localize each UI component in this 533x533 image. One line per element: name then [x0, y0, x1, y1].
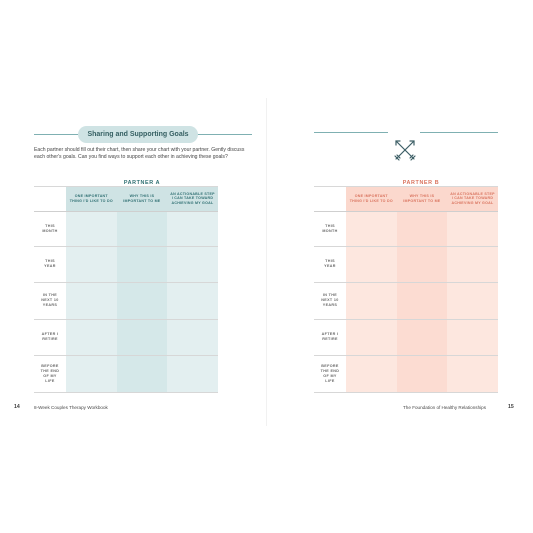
partner-a-table — [34, 186, 218, 392]
footer-right: The Foundation of Healthy Relationships — [403, 405, 486, 410]
left_page-row-label-1: THIS YEAR — [44, 259, 56, 268]
left_page-header-rule — [34, 211, 218, 212]
right_page-row-label-2: IN THE NEXT 10 YEARS — [321, 293, 339, 307]
section-title-text: Sharing and Supporting Goals — [87, 131, 189, 138]
right_page-column-2 — [447, 186, 498, 392]
right_page-row-label-3: AFTER I RETIRE — [321, 332, 339, 341]
right_page-row-label-1: THIS YEAR — [324, 259, 336, 268]
left_page-top-rule — [34, 186, 218, 187]
left_page-row-rule-0 — [34, 246, 218, 247]
left_page-column-2 — [167, 186, 218, 392]
right-top-rule-b — [420, 132, 498, 133]
left_page-row-rule-3 — [34, 355, 218, 356]
right_page-row-label-4: BEFORE THE END OF MY LIFE — [320, 363, 340, 383]
right_page-column-0 — [346, 186, 397, 392]
left_page-row-label-0: THIS MONTH — [42, 223, 58, 233]
right_page-row-label-0: THIS MONTH — [322, 223, 338, 233]
left_page-column-header-2: AN ACTIONABLE STEP I CAN TAKE TOWARD ACHIEVING MY GOAL — [170, 191, 215, 205]
right_page-column-1 — [397, 186, 448, 392]
left_page-row-label-2: IN THE NEXT 10 YEARS — [41, 293, 59, 307]
left_page-row-rule-4 — [34, 392, 218, 393]
book-spine — [266, 98, 267, 426]
footer-left: 8-Week Couples Therapy Workbook — [34, 405, 108, 410]
partner-b-table — [314, 186, 498, 392]
left_page-column-1 — [117, 186, 168, 392]
right_page-column-header-1: WHY THIS IS IMPORTANT TO ME — [403, 193, 441, 203]
right_page-row-rule-4 — [314, 392, 498, 393]
right_page-row-rule-2 — [314, 319, 498, 320]
left_page-row-label-3: AFTER I RETIRE — [41, 332, 59, 341]
intro-paragraph: Each partner should fill out their chart, then share your chart with your partner. Gently discuss each other's goals. Can you find ways to support each other in achieving these goals? — [34, 147, 245, 161]
page-number-right: 15 — [508, 404, 514, 410]
page-number-left: 14 — [14, 404, 20, 410]
left_page-row-rule-1 — [34, 282, 218, 283]
left_page-column-header-1: WHY THIS IS IMPORTANT TO ME — [123, 193, 161, 203]
right_page-row-rule-0 — [314, 246, 498, 247]
crossed-arrows-icon — [393, 138, 417, 162]
right_page-row-rule-1 — [314, 282, 498, 283]
left_page-row-label-4: BEFORE THE END OF MY LIFE — [40, 363, 60, 383]
right-top-rule-a — [314, 132, 388, 133]
right_page-column-header-0: ONE IMPORTANT THING I'D LIKE TO DO — [349, 193, 393, 203]
left_page-column-0 — [66, 186, 117, 392]
right_page-row-rule-3 — [314, 355, 498, 356]
right_page-header-rule — [314, 211, 498, 212]
section-title — [78, 126, 198, 143]
left_page-column-header-0: ONE IMPORTANT THING I'D LIKE TO DO — [69, 193, 113, 203]
left_page-row-rule-2 — [34, 319, 218, 320]
partner-b-label: PARTNER B — [402, 180, 440, 186]
partner-a-label: PARTNER A — [123, 180, 161, 186]
right_page-column-header-2: AN ACTIONABLE STEP I CAN TAKE TOWARD ACHIEVING MY GOAL — [450, 191, 495, 205]
right_page-top-rule — [314, 186, 498, 187]
